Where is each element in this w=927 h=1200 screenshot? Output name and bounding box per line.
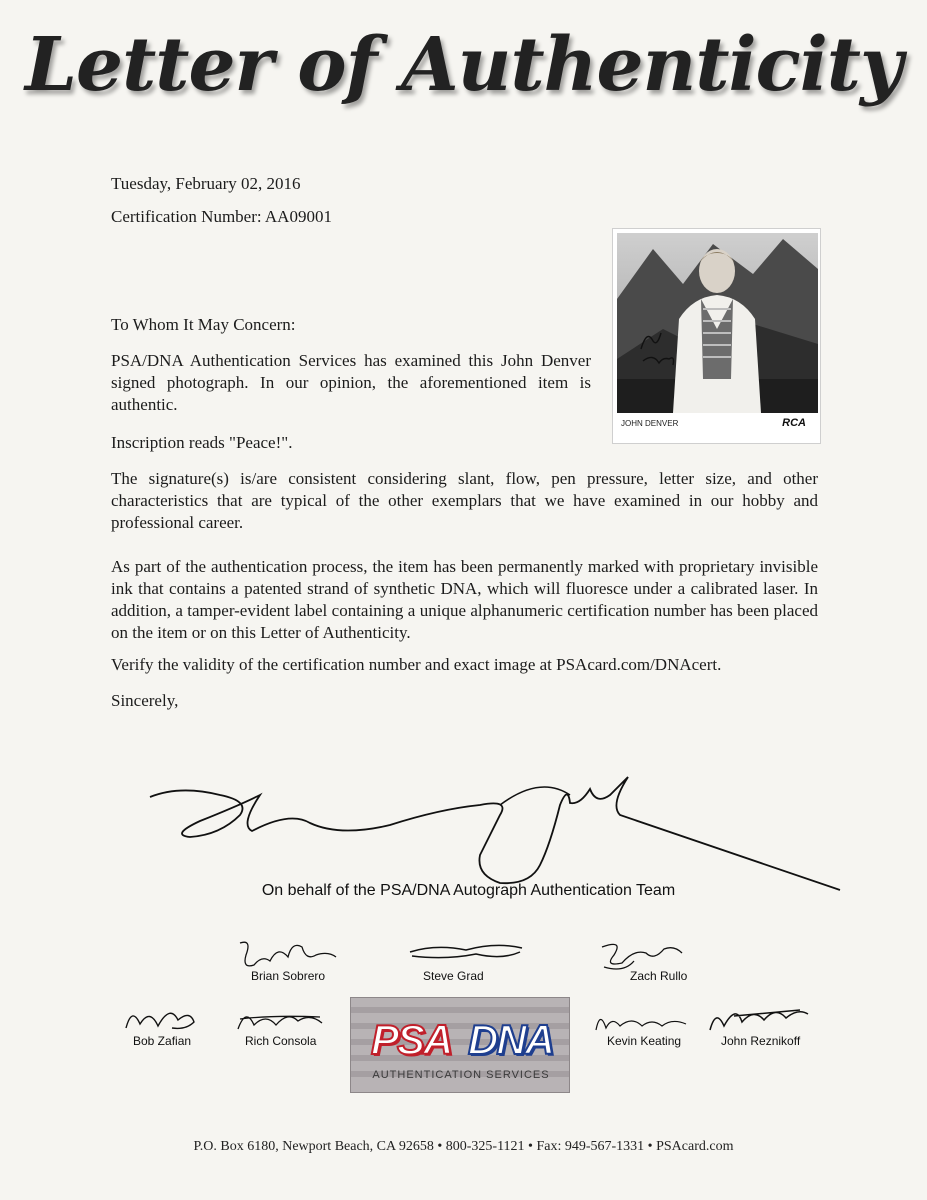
signature-steve — [406, 938, 526, 968]
signer-name-rich: Rich Consola — [245, 1034, 317, 1048]
main-signature — [140, 765, 850, 925]
signature-bob — [120, 1000, 200, 1036]
signer-name-steve: Steve Grad — [423, 969, 484, 983]
signer-name-brian: Brian Sobrero — [251, 969, 326, 983]
paragraph-verify: Verify the validity of the certification number and exact image at PSAcard.com/DNAcert. — [111, 655, 722, 674]
item-photograph — [612, 228, 821, 444]
photo-image — [613, 229, 822, 445]
paragraph-examined: PSA/DNA Authentication Services has examined this John Denver signed photograph. In our opinion, the aforementioned item is authentic. — [111, 351, 591, 414]
logo-subtitle: AUTHENTICATION SERVICES — [372, 1069, 550, 1081]
paragraph-process: As part of the authentication process, the item has been permanently marked with proprietary invisible ink that contains a patented strand of synthetic DNA, which will fluoresce under a calibrated laser. In addition, a tamper-evident label containing a unique alphanumeric certification number has been placed on the item or on this Letter of Authenticity. — [111, 557, 818, 642]
paragraph-inscription: Inscription reads "Peace!". — [111, 433, 293, 452]
letter-title: Letter of Authenticity — [25, 22, 902, 108]
psa-dna-logo — [350, 997, 570, 1093]
signature-kevin — [592, 1006, 692, 1036]
footer-address: P.O. Box 6180, Newport Beach, CA 92658 • 800-325-1121 • Fax: 949-567-1331 • PSAcard.com — [193, 1139, 734, 1154]
signature-john — [704, 1000, 814, 1036]
logo-psa-text: PSA — [371, 1016, 452, 1063]
certification-number: Certification Number: AA09001 — [111, 207, 332, 226]
team-behalf: On behalf of the PSA/DNA Autograph Authentication Team — [261, 882, 676, 899]
greeting: To Whom It May Concern: — [111, 315, 296, 334]
letter-date: Tuesday, February 02, 2016 — [111, 174, 301, 193]
signer-name-bob: Bob Zafian — [133, 1034, 192, 1048]
closing: Sincerely, — [111, 691, 179, 710]
paragraph-consistency: The signature(s) is/are consistent considering slant, flow, pen pressure, letter size, and other characteristics that are typical of the other exemplars that we have examined in our hobby and professional career. — [111, 469, 818, 532]
photo-caption: JOHN DENVER — [621, 419, 679, 428]
signer-name-john: John Reznikoff — [721, 1034, 801, 1048]
signer-name-kevin: Kevin Keating — [607, 1034, 682, 1048]
signer-name-zach: Zach Rullo — [630, 969, 688, 983]
photo-label-logo: RCA — [782, 417, 806, 429]
signature-rich — [232, 1003, 332, 1035]
logo-dna-text: DNA — [468, 1016, 553, 1063]
